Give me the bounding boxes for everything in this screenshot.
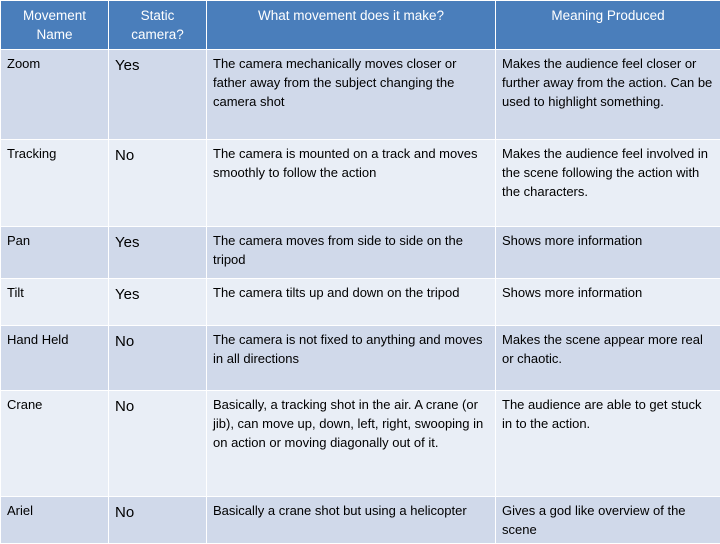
meaning-cell: Makes the audience feel closer or further away from the action. Can be used to highlight something. <box>496 50 720 140</box>
movement-name-cell: Zoom <box>1 50 109 140</box>
header-movement-name: Movement Name <box>1 1 109 50</box>
movement-name-cell: Tracking <box>1 140 109 227</box>
meaning-cell: Gives a god like overview of the scene <box>496 497 720 544</box>
movement-description-cell: The camera mechanically moves closer or father away from the subject changing the camera shot <box>207 50 496 140</box>
static-camera-cell: Yes <box>109 279 207 326</box>
movement-name-cell: Hand Held <box>1 326 109 391</box>
header-what-movement: What movement does it make? <box>207 1 496 50</box>
table-row <box>1 279 720 326</box>
static-camera-cell: No <box>109 140 207 227</box>
movement-description-cell: The camera tilts up and down on the tripod <box>207 279 496 326</box>
movement-description-cell: Basically, a tracking shot in the air. A crane (or jib), can move up, down, left, right, swooping in on action or moving diagonally out of it. <box>207 391 496 497</box>
meaning-cell: Makes the audience feel involved in the scene following the action with the characters. <box>496 140 720 227</box>
static-camera-cell: Yes <box>109 227 207 279</box>
movement-description-cell: The camera is mounted on a track and moves smoothly to follow the action <box>207 140 496 227</box>
movement-description-cell: Basically a crane shot but using a helicopter <box>207 497 496 544</box>
table-row <box>1 326 720 391</box>
movement-name-cell: Ariel <box>1 497 109 544</box>
movement-description-cell: The camera is not fixed to anything and moves in all directions <box>207 326 496 391</box>
movement-name-cell: Crane <box>1 391 109 497</box>
table-row <box>1 140 720 227</box>
static-camera-cell: No <box>109 326 207 391</box>
header-static-camera: Static camera? <box>109 1 207 50</box>
table-row <box>1 50 720 140</box>
movement-description-cell: The camera moves from side to side on the tripod <box>207 227 496 279</box>
table-row <box>1 497 720 544</box>
meaning-cell: Makes the scene appear more real or chaotic. <box>496 326 720 391</box>
static-camera-cell: No <box>109 391 207 497</box>
movement-name-cell: Tilt <box>1 279 109 326</box>
movement-name-cell: Pan <box>1 227 109 279</box>
meaning-cell: The audience are able to get stuck in to the action. <box>496 391 720 497</box>
table-row <box>1 391 720 497</box>
meaning-cell: Shows more information <box>496 227 720 279</box>
static-camera-cell: No <box>109 497 207 544</box>
meaning-cell: Shows more information <box>496 279 720 326</box>
table-row <box>1 227 720 279</box>
header-meaning-produced: Meaning Produced <box>496 1 720 50</box>
static-camera-cell: Yes <box>109 50 207 140</box>
header-row <box>1 1 720 50</box>
